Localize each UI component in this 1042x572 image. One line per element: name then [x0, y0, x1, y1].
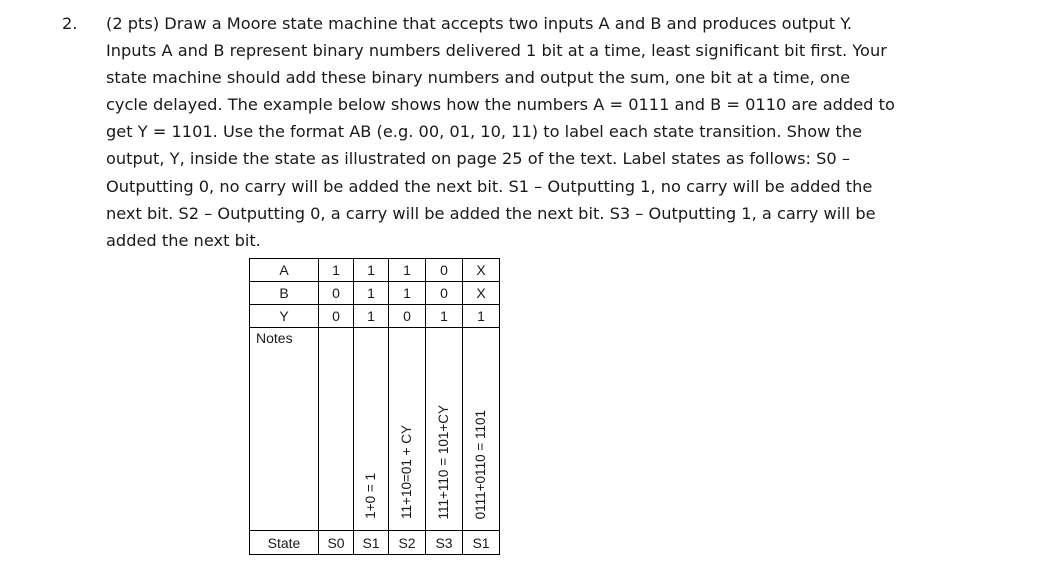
bit-cell: 1 [354, 282, 389, 305]
question-line: added the next bit. [106, 230, 261, 250]
bit-cell: 1 [354, 259, 389, 282]
row-label: Y [250, 305, 319, 328]
question-line: get Y = 1101. Use the format AB (e.g. 00, 01, 10, 11) to label each state transition. Show the [106, 122, 863, 142]
question-text [106, 10, 1006, 254]
note-text: 111+110 = 101+CY [436, 404, 451, 519]
row-label: State [250, 531, 319, 555]
bit-cell: X [463, 282, 500, 305]
row-label: A [250, 259, 319, 282]
bit-cell: 1 [389, 282, 426, 305]
bit-cell: 1 [463, 305, 500, 328]
bit-cell: 0 [319, 282, 354, 305]
addition-example-table [249, 258, 500, 555]
note-text: 0111+0110 = 1101 [473, 409, 488, 519]
state-cell: S1 [354, 531, 389, 555]
bit-cell: 1 [389, 259, 426, 282]
state-cell: S1 [463, 531, 500, 555]
note-cell [354, 328, 389, 531]
note-cell [426, 328, 463, 531]
question-line: (2 pts) Draw a Moore state machine that accepts two inputs A and B and produces output Y. [106, 14, 852, 33]
question-line: Inputs A and B represent binary numbers delivered 1 bit at a time, least significant bit first. Your [106, 41, 887, 61]
row-b [250, 282, 500, 305]
bit-cell: 0 [389, 305, 426, 328]
bit-cell: 1 [426, 305, 463, 328]
note-cell [463, 328, 500, 531]
note-cell [319, 328, 354, 531]
row-state [250, 531, 500, 555]
question-line: next bit. S2 – Outputting 0, a carry will be added the next bit. S3 – Outputting 1, a carry will be [106, 203, 876, 223]
note-text: 1+0 = 1 [363, 473, 378, 519]
bit-cell: 0 [426, 282, 463, 305]
bit-cell: 0 [426, 259, 463, 282]
row-a [250, 259, 500, 282]
bit-cell: X [463, 259, 500, 282]
question-line: state machine should add these binary numbers and output the sum, one bit at a time, one [106, 68, 851, 88]
bit-cell: 1 [354, 305, 389, 328]
note-cell [389, 328, 426, 531]
note-text: 11+10=01 + CY [399, 425, 414, 519]
question-number: 2. [62, 14, 78, 33]
question-line: cycle delayed. The example below shows how the numbers A = 0111 and B = 0110 are added to [106, 95, 895, 115]
question-line: Outputting 0, no carry will be added the next bit. S1 – Outputting 1, no carry will be added the [106, 176, 873, 196]
bit-cell: 1 [319, 259, 354, 282]
row-y [250, 305, 500, 328]
question-line: output, Y, inside the state as illustrated on page 25 of the text. Label states as follows: S0 – [106, 149, 850, 169]
state-cell: S2 [389, 531, 426, 555]
row-label: Notes [250, 328, 319, 531]
state-cell: S0 [319, 531, 354, 555]
state-cell: S3 [426, 531, 463, 555]
bit-cell: 0 [319, 305, 354, 328]
row-label: B [250, 282, 319, 305]
row-notes [250, 328, 500, 531]
